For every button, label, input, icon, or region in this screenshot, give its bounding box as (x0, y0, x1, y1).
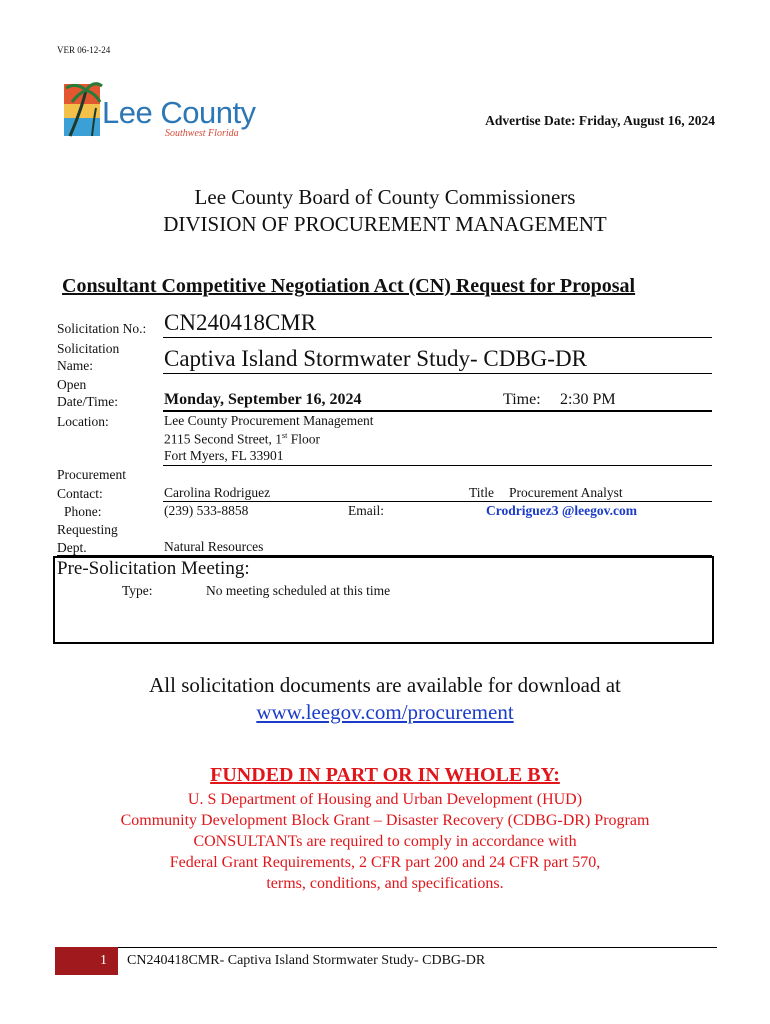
version-label: VER 06-12-24 (57, 45, 111, 55)
phone-label: Phone: (64, 504, 102, 519)
location-line-1: Lee County Procurement Management (164, 413, 374, 428)
procurement-label: Procurement (57, 467, 126, 482)
meeting-type-value: No meeting scheduled at this time (206, 583, 391, 598)
divider (163, 465, 712, 466)
solicitation-name-label-2: Name: (57, 358, 93, 373)
title-value: Procurement Analyst (509, 485, 623, 500)
page-number: 1 (100, 953, 107, 968)
divider (163, 410, 712, 412)
contact-label: Contact: (57, 486, 103, 501)
location-label: Location: (57, 414, 109, 429)
logo-tagline: Southwest Florida (165, 128, 239, 139)
meeting-type-label: Type: (122, 583, 153, 598)
divider (163, 373, 712, 374)
title-label: Title (469, 485, 495, 500)
time-value: 2:30 PM (560, 391, 616, 408)
logo-name: Lee County (102, 95, 256, 130)
requesting-label: Requesting (57, 522, 118, 537)
funding-line-2: Community Development Block Grant – Disaster Recovery (CDBG-DR) Program (120, 812, 650, 829)
divider (163, 501, 712, 502)
solicitation-name-label-1: Solicitation (57, 341, 120, 356)
email-label: Email: (348, 503, 384, 518)
dept-value: Natural Resources (164, 539, 264, 554)
procurement-link[interactable]: www.leegov.com/procurement (256, 700, 514, 724)
footer-divider (55, 947, 717, 948)
divider (163, 337, 712, 338)
location-line-2: 2115 Second Street, 1st Floor (164, 431, 320, 447)
meeting-title: Pre-Solicitation Meeting: (57, 558, 250, 579)
dept-label: Dept. (57, 540, 87, 555)
open-label-2: Date/Time: (57, 394, 119, 409)
board-line-1: Lee County Board of County Commissioners (194, 185, 576, 209)
open-label-1: Open (57, 377, 87, 392)
time-label: Time: (503, 391, 541, 408)
board-heading (0, 184, 770, 238)
location-line-3: Fort Myers, FL 33901 (164, 448, 284, 463)
funding-text (0, 789, 770, 894)
advertise-date: Advertise Date: Friday, August 16, 2024 (485, 113, 715, 128)
funding-line-4: Federal Grant Requirements, 2 CFR part 200 and 24 CFR part 570, (169, 854, 601, 871)
board-line-2: DIVISION OF PROCUREMENT MANAGEMENT (163, 212, 607, 236)
email-link[interactable]: Crodriguez3 @leegov.com (486, 503, 638, 518)
contact-name: Carolina Rodriguez (164, 485, 271, 500)
funding-line-5: terms, conditions, and specifications. (266, 875, 504, 892)
funding-line-3: CONSULTANTs are required to comply in accordance with (193, 833, 577, 850)
funding-heading: FUNDED IN PART OR IN WHOLE BY: (210, 764, 560, 786)
footer-text: CN240418CMR- Captiva Island Stormwater Study- CDBG-DR (127, 953, 486, 968)
solicitation-no-label: Solicitation No.: (57, 321, 147, 336)
open-date: Monday, September 16, 2024 (164, 391, 362, 408)
solicitation-name: Captiva Island Stormwater Study- CDBG-DR (164, 346, 587, 371)
solicitation-no: CN240418CMR (164, 310, 317, 335)
phone-value: (239) 533-8858 (164, 503, 249, 518)
lee-county-logo-icon (62, 78, 104, 144)
rfp-title: Consultant Competitive Negotiation Act (CN) Request for Proposal (62, 275, 636, 297)
funding-line-1: U. S Department of Housing and Urban Development (HUD) (187, 791, 583, 808)
page-number-box (55, 947, 118, 975)
download-text: All solicitation documents are available for download at (149, 673, 621, 697)
download-section (0, 672, 770, 726)
